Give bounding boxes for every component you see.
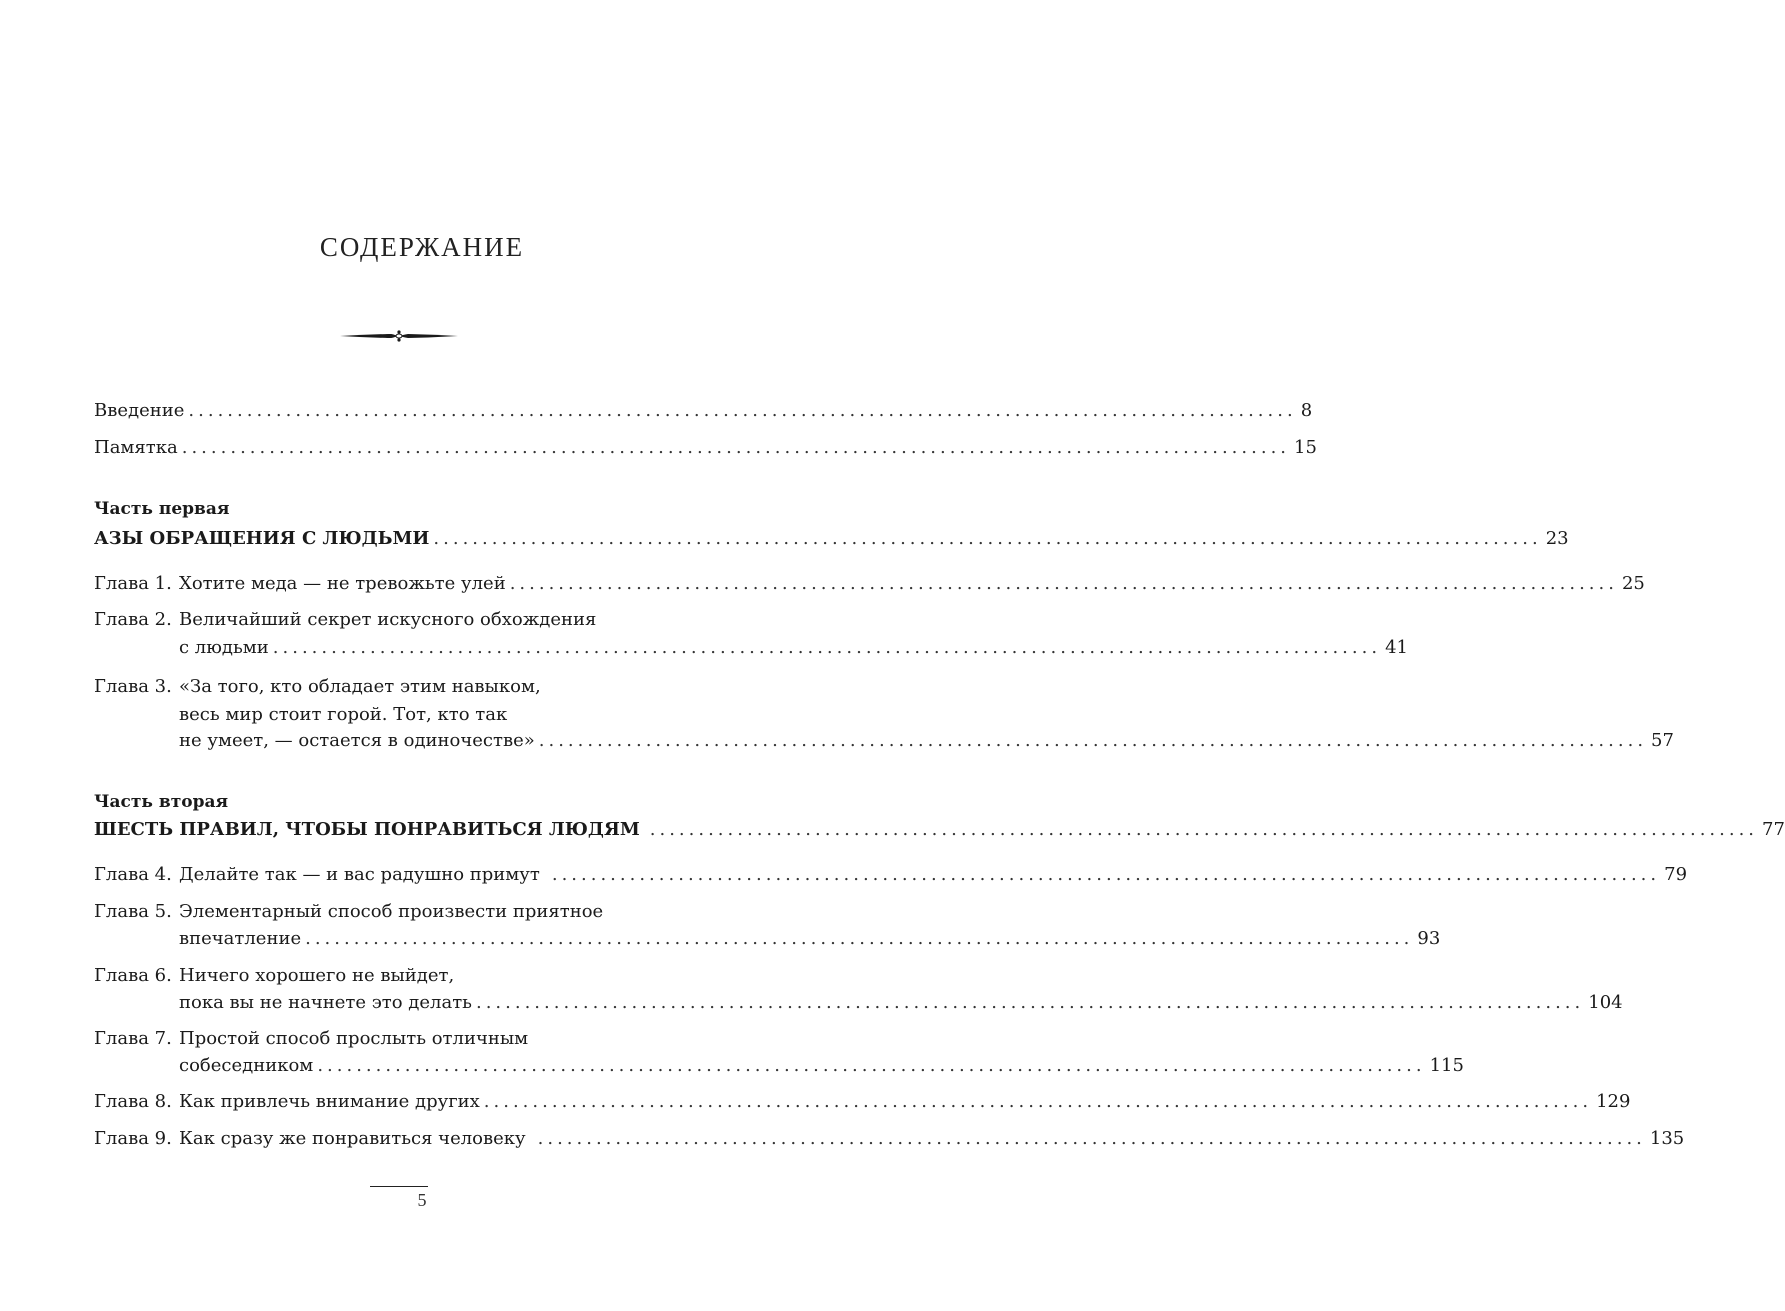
chapter-number: Глава 8. xyxy=(94,1091,172,1112)
toc-entry-page: 8 xyxy=(1300,400,1313,421)
toc-entry-page: 93 xyxy=(1417,928,1441,949)
chapter-number: Глава 6. xyxy=(94,965,172,986)
toc-entry-page: 25 xyxy=(1621,573,1645,594)
toc-entry-chapter-7-cont[interactable] xyxy=(179,1054,1464,1078)
chapter-title: Делайте так — и вас радушно примут xyxy=(179,864,540,885)
toc-entry-label: Памятка xyxy=(94,437,178,458)
chapter-title: Хотите меда — не тревожьте улей xyxy=(179,573,506,594)
toc-entry-part1-title[interactable] xyxy=(94,527,1569,551)
toc-entry-chapter-7[interactable] xyxy=(94,1027,528,1051)
chapter-number: Глава 9. xyxy=(94,1128,172,1149)
chapter-title-continued: с людьми xyxy=(179,637,269,658)
toc-entry-chapter-2[interactable] xyxy=(94,608,596,632)
chapter-title-continued: не умеет, — остается в одиночестве» xyxy=(179,730,535,751)
toc-entry-chapter-3-cont[interactable] xyxy=(179,729,1674,753)
toc-entry-chapter-9[interactable] xyxy=(94,1127,1685,1151)
chapter-number: Глава 2. xyxy=(94,609,172,630)
chapter-title-continued: собеседником xyxy=(179,1055,314,1076)
dot-leader: .................................................................................................................. xyxy=(272,637,1382,658)
dot-leader: .................................................................................................................. xyxy=(649,819,1759,840)
toc-entry-chapter-5-cont[interactable] xyxy=(179,927,1441,951)
chapter-title: Величайший секрет искусного обхождения xyxy=(179,609,597,630)
toc-entry-chapter-5[interactable] xyxy=(94,900,603,924)
dot-leader: .................................................................................................................. xyxy=(305,928,1414,949)
chapter-title: Как сразу же понравиться человеку xyxy=(179,1128,526,1149)
chapter-title: Элементарный способ произвести приятное xyxy=(179,901,604,922)
dot-leader: .................................................................................................................. xyxy=(509,573,1618,594)
dot-leader: .................................................................................................................. xyxy=(551,864,1661,885)
toc-entry-page: 79 xyxy=(1664,864,1688,885)
toc-entry-page: 23 xyxy=(1545,528,1569,549)
dot-leader: .................................................................................................................. xyxy=(483,1091,1593,1112)
toc-entry-page: 129 xyxy=(1596,1091,1631,1112)
dot-leader: .................................................................................................................. xyxy=(433,528,1542,549)
toc-entry-chapter-6[interactable] xyxy=(94,964,454,988)
dot-leader: .................................................................................................................. xyxy=(317,1055,1426,1076)
toc-entry-page: 57 xyxy=(1651,730,1674,751)
toc-entry-chapter-6-cont[interactable] xyxy=(179,991,1623,1015)
chapter-title: Как привлечь внимание других xyxy=(179,1091,480,1112)
toc-entry-page: 41 xyxy=(1385,637,1408,658)
page-title: СОДЕРЖАНИЕ xyxy=(319,232,525,262)
chapter-number: Глава 1. xyxy=(94,573,172,594)
chapter-number: Глава 7. xyxy=(94,1028,172,1049)
part-title: ШЕСТЬ ПРАВИЛ, ЧТОБЫ ПОНРАВИТЬСЯ ЛЮДЯМ xyxy=(94,819,640,840)
toc-entry-page: 77 xyxy=(1762,819,1785,840)
toc-entry-page: 15 xyxy=(1294,437,1317,458)
toc-entry-chapter-1[interactable] xyxy=(94,572,1645,596)
dot-leader: .................................................................................................................. xyxy=(538,730,1648,751)
toc-entry-part2-title[interactable] xyxy=(94,818,1785,842)
toc-entry-memo[interactable] xyxy=(94,436,1317,460)
toc-entry-page: 115 xyxy=(1429,1055,1464,1076)
part-heading: Часть вторая xyxy=(94,792,229,812)
toc-entry-chapter-8[interactable] xyxy=(94,1090,1631,1114)
part-title: АЗЫ ОБРАЩЕНИЯ С ЛЮДЬМИ xyxy=(94,528,430,549)
dot-leader: .................................................................................................................. xyxy=(475,992,1585,1013)
part-heading: Часть первая xyxy=(94,499,230,519)
toc-entry-intro[interactable] xyxy=(94,399,1313,423)
toc-entry-label: Введение xyxy=(94,400,185,421)
toc-entry-chapter-3[interactable] xyxy=(94,675,541,699)
chapter-title-continued: пока вы не начнете это делать xyxy=(179,992,472,1013)
chapter-title: Ничего хорошего не выйдет, xyxy=(179,965,455,986)
footer-rule xyxy=(370,1186,428,1187)
dot-leader: .................................................................................................................. xyxy=(188,400,1297,421)
chapter-title-continued: весь мир стоит горой. Тот, кто так xyxy=(179,704,508,725)
dot-leader: .................................................................................................................. xyxy=(537,1128,1646,1149)
page-number: 5 xyxy=(417,1190,427,1210)
toc-entry-chapter-4[interactable] xyxy=(94,863,1688,887)
chapter-number: Глава 3. xyxy=(94,676,172,697)
flourish-divider-icon xyxy=(340,326,458,346)
toc-entry-page: 135 xyxy=(1649,1128,1685,1149)
toc-entry-page: 104 xyxy=(1588,992,1623,1013)
chapter-title: «За того, кто обладает этим навыком, xyxy=(179,676,541,697)
chapter-title: Простой способ прослыть отличным xyxy=(179,1028,529,1049)
chapter-number: Глава 5. xyxy=(94,901,172,922)
toc-entry-chapter-2-cont[interactable] xyxy=(179,636,1408,660)
chapter-number: Глава 4. xyxy=(94,864,172,885)
chapter-title-continued: впечатление xyxy=(179,928,302,949)
dot-leader: .................................................................................................................. xyxy=(181,437,1291,458)
